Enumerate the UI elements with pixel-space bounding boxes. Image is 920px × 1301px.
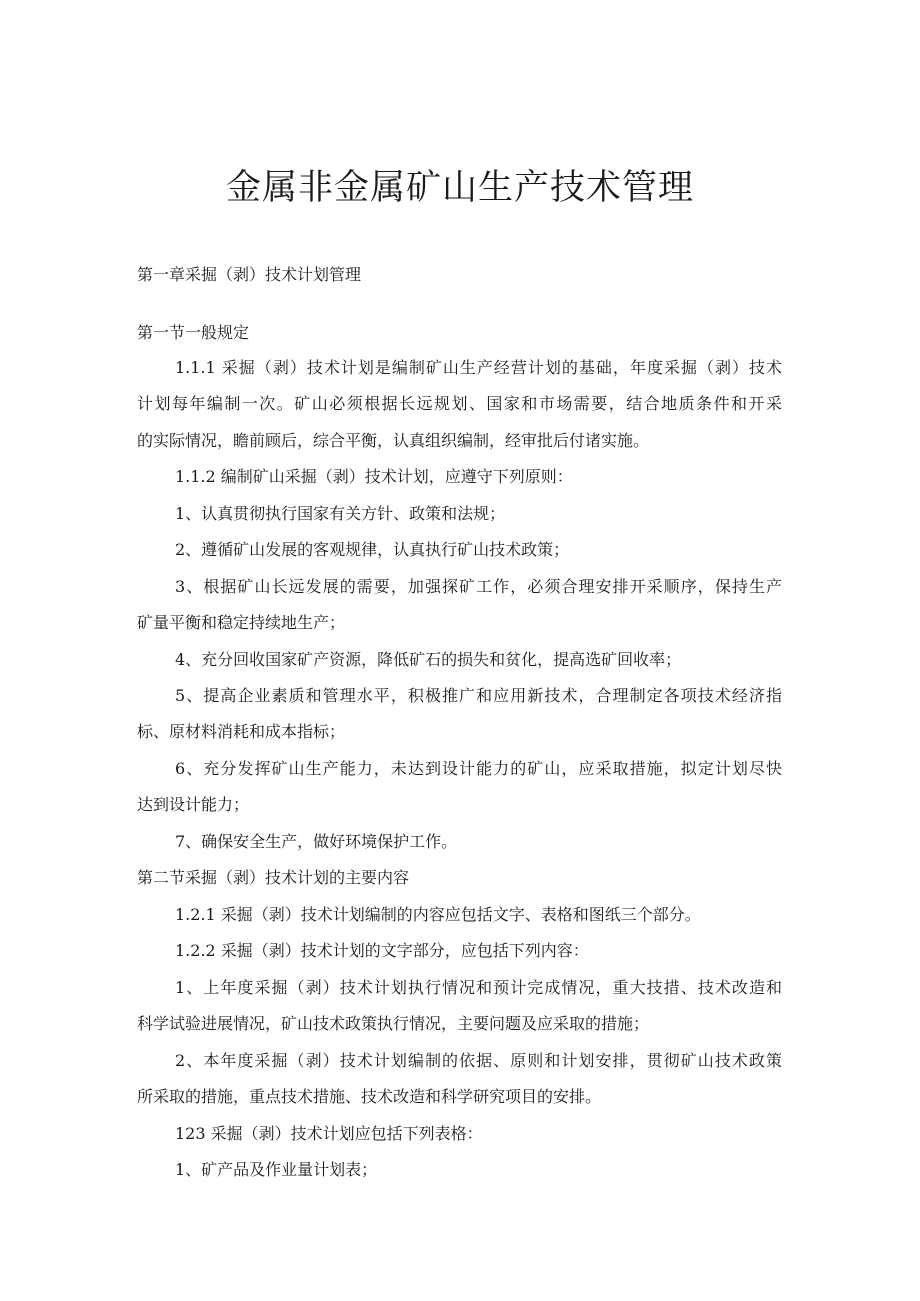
paragraph-line: 1.2.1 采掘（剥）技术计划编制的内容应包括文字、表格和图纸三个部分。 bbox=[175, 905, 701, 924]
section-heading-contents: 第二节采掘（剥）技术计划的主要内容 bbox=[137, 868, 410, 887]
list-item: 1、认真贯彻执行国家有关方针、政策和法规； bbox=[175, 504, 506, 523]
list-item: 4、充分回收国家矿产资源，降低矿石的损失和贫化，提高选矿回收率； bbox=[175, 650, 682, 669]
list-item: 1、上年度采掘（剥）技术计划执行情况和预计完成情况，重大技措、技术改造和 bbox=[175, 978, 782, 997]
list-item: 1、矿产品及作业量计划表； bbox=[175, 1160, 378, 1179]
list-item: 2、本年度采掘（剥）技术计划编制的依据、原则和计划安排，贯彻矿山技术政策 bbox=[175, 1051, 782, 1070]
list-item-continuation: 标、原材料消耗和成本指标； bbox=[137, 722, 346, 741]
paragraph-line: 的实际情况，瞻前顾后，综合平衡，认真组织编制，经审批后付诸实施。 bbox=[137, 431, 650, 450]
paragraph-line: 1.1.2 编制矿山采掘（剥）技术计划，应遵守下列原则： bbox=[175, 467, 573, 486]
paragraph-line: 123 采掘（剥）技术计划应包括下列表格： bbox=[175, 1124, 483, 1143]
list-item: 2、遵循矿山发展的客观规律，认真执行矿山技术政策； bbox=[175, 540, 570, 559]
list-item: 7、确保安全生产，做好环境保护工作。 bbox=[175, 832, 458, 851]
list-item: 3、根据矿山长远发展的需要，加强探矿工作，必须合理安排开采顺序，保持生产 bbox=[175, 577, 782, 596]
list-item-continuation: 矿量平衡和稳定持续地生产； bbox=[137, 613, 346, 632]
list-item: 5、提高企业素质和管理水平，积极推广和应用新技术，合理制定各项技术经济指 bbox=[175, 686, 782, 705]
paragraph-line: 计划每年编制一次。矿山必须根据长远规划、国家和市场需要，结合地质条件和开采 bbox=[137, 394, 782, 413]
list-item-continuation: 所采取的措施，重点技术措施、技术改造和科学研究项目的安排。 bbox=[137, 1087, 602, 1106]
chapter-heading: 第一章采掘（剥）技术计划管理 bbox=[137, 265, 362, 284]
list-item: 6、充分发挥矿山生产能力，未达到设计能力的矿山，应采取措施，拟定计划尽快 bbox=[175, 759, 782, 778]
paragraph-line: 1.1.1 采掘（剥）技术计划是编制矿山生产经营计划的基础，年度采掘（剥）技术 bbox=[175, 358, 782, 377]
list-item-continuation: 科学试验进展情况，矿山技术政策执行情况，主要问题及应采取的措施； bbox=[137, 1014, 650, 1033]
paragraph-line: 1.2.2 采掘（剥）技术计划的文字部分，应包括下列内容： bbox=[175, 941, 589, 960]
list-item-continuation: 达到设计能力； bbox=[137, 795, 250, 814]
document-title: 金属非金属矿山生产技术管理 bbox=[225, 168, 694, 208]
section-heading-general: 第一节一般规定 bbox=[137, 323, 250, 342]
